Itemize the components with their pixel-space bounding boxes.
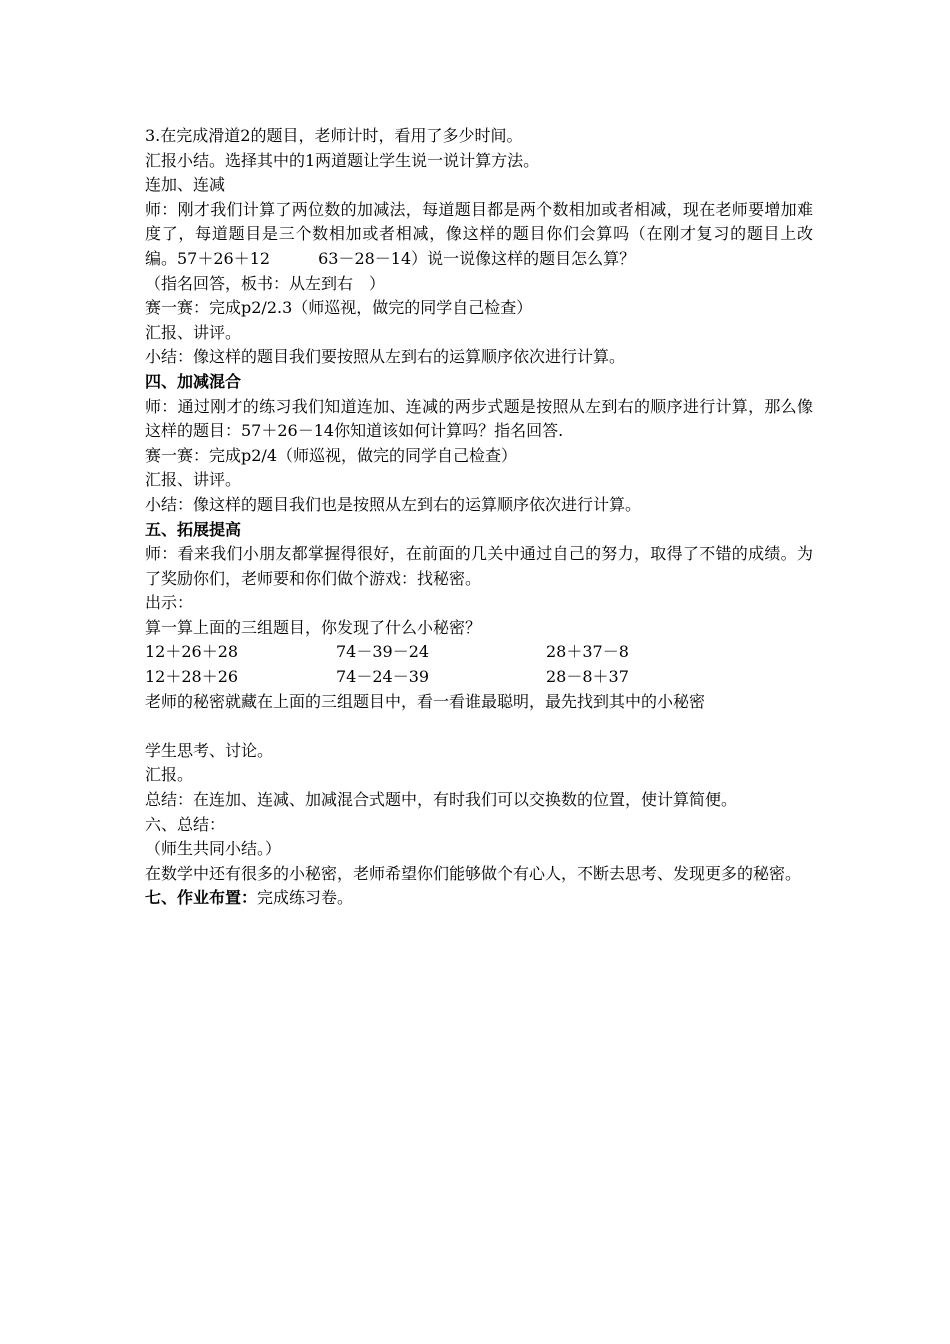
text-line: （师生共同小结。） <box>145 839 282 859</box>
section-heading <box>145 886 813 911</box>
section-heading-label: 七、作业布置： <box>145 888 258 908</box>
document-page <box>145 124 813 911</box>
section-heading: 五、拓展提高 <box>145 519 242 539</box>
text-line: 小结：像这样的题目我们要按照从左到右的运算顺序依次进行计算。 <box>145 347 626 367</box>
text-line: 老师的秘密就藏在上面的三组题目中，看一看谁最聪明，最先找到其中的小秘密 <box>145 691 706 711</box>
text-line: 汇报、讲评。 <box>145 322 242 342</box>
expression: 74－39－24 <box>336 642 430 662</box>
expression: 12＋26＋28 <box>145 642 239 662</box>
text-line: 汇报、讲评。 <box>145 470 242 490</box>
expression: 28＋37－8 <box>546 642 629 662</box>
paragraph: 师：通过刚才的练习我们知道连加、连减的两步式题是按照从左到右的顺序进行计算，那么像这样的题目：57＋26－14你知道该如何计算吗？指名回答. <box>145 396 813 441</box>
paragraph: 师：看来我们小朋友都掌握得很好，在前面的几关中通过自己的努力，取得了不错的成绩。为了奖励你们，老师要和你们做个游戏：找秘密。 <box>145 544 813 588</box>
expression: 28－8＋37 <box>546 667 629 687</box>
blank-line <box>145 714 813 739</box>
section-heading-text: 完成练习卷。 <box>257 888 354 908</box>
text-line: 算一算上面的三组题目，你发现了什么小秘密？ <box>145 617 482 637</box>
expression: 74－24－39 <box>336 667 430 687</box>
section-heading <box>145 813 813 838</box>
text-line: 赛一赛：完成p2/4（师巡视，做完的同学自己检查） <box>145 445 517 465</box>
text-line: 总结：在连加、连减、加减混合式题中，有时我们可以交换数的位置，使计算简便。 <box>145 790 738 810</box>
text-line: 出示： <box>145 593 194 613</box>
expression-row <box>145 640 813 665</box>
paragraph: 在数学中还有很多的小秘密，老师希望你们能够做个有心人，不断去思考、发现更多的秘密。 <box>145 863 802 883</box>
section-heading-text: 六、总结： <box>145 814 226 834</box>
expression-row <box>145 665 813 690</box>
text-line: 3.在完成滑道2的题目，老师计时，看用了多少时间。 <box>145 126 523 145</box>
expression: 12＋28＋26 <box>145 667 239 687</box>
text-line: 汇报。 <box>145 765 194 785</box>
text-line: 赛一赛：完成p2/2.3（师巡视，做完的同学自己检查） <box>145 298 533 318</box>
text-line: 汇报小结。选择其中的1两道题让学生说一说计算方法。 <box>145 150 540 170</box>
text-line: 连加、连减 <box>145 175 226 195</box>
text-line: 学生思考、讨论。 <box>145 740 274 760</box>
section-heading: 四、加减混合 <box>145 371 242 391</box>
text-line: （指名回答，板书：从左到右 ） <box>145 273 386 293</box>
text-line: 小结：像这样的题目我们也是按照从左到右的运算顺序依次进行计算。 <box>145 494 642 514</box>
paragraph: 师：刚才我们计算了两位数的加减法，每道题目都是两个数相加或者相减，现在老师要增加难度了，每道题目是三个数相加或者相减，像这样的题目你们会算吗（在刚才复习的题目上改编。57＋26＋12 63－28－14）说一说像这样的题目怎么算？ <box>145 199 813 268</box>
